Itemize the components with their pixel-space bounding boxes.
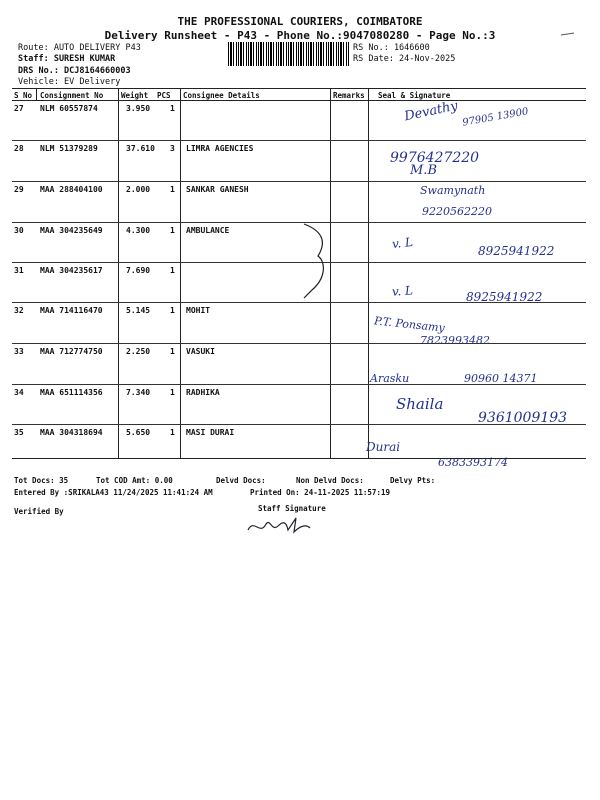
row-sno: 28 xyxy=(14,144,24,153)
row-sno: 33 xyxy=(14,347,24,356)
vehicle-label: Vehicle: EV Delivery xyxy=(18,77,121,87)
row-signature: Devathy xyxy=(403,98,460,125)
row-signature: Swamynath xyxy=(420,184,486,197)
row-sno: 29 xyxy=(14,185,24,194)
row-sno: 27 xyxy=(14,104,24,113)
rs-date: RS Date: 24-Nov-2025 xyxy=(353,54,456,64)
row-weight: 2.250 xyxy=(126,347,151,356)
row-weight: 7.340 xyxy=(126,388,151,397)
row-signature: Durai xyxy=(366,440,401,454)
remarks-bracket-scribble xyxy=(298,220,334,300)
staff-signature-label: Staff Signature xyxy=(258,504,326,513)
col-sep xyxy=(36,88,37,100)
row-signature-phone: 8925941922 xyxy=(466,290,543,304)
verified-by: Verified By xyxy=(14,507,64,516)
row-signature-phone: 8925941922 xyxy=(478,244,555,258)
staff-label: Staff: SURESH KUMAR xyxy=(18,54,116,64)
row-weight: 37.610 xyxy=(126,144,155,153)
entered-by: Entered By :SRIKALA43 11/24/2025 11:41:24 AM xyxy=(14,488,213,497)
col-sep xyxy=(118,100,119,458)
row-consignment-no: MAA 288404100 xyxy=(40,185,103,194)
row-consignee: SANKAR GANESH xyxy=(186,185,249,194)
company-name: THE PROFESSIONAL COURIERS, COIMBATORE xyxy=(177,15,423,28)
margin-mark xyxy=(560,30,576,38)
row-sno: 34 xyxy=(14,388,24,397)
row-divider xyxy=(12,424,586,425)
row-consignment-no: MAA 714116470 xyxy=(40,306,103,315)
row-consignee: AMBULANCE xyxy=(186,226,230,235)
rs-number: RS No.: 1646600 xyxy=(353,43,430,53)
row-divider xyxy=(12,302,586,303)
row-sno: 31 xyxy=(14,266,24,275)
row-divider xyxy=(12,343,586,344)
row-consignee: RADHIKA xyxy=(186,388,220,397)
row-signature: v. L xyxy=(391,283,414,299)
row-weight: 7.690 xyxy=(126,266,151,275)
row-signature: Arasku xyxy=(370,372,410,385)
row-consignment-no: NLM 60557874 xyxy=(40,104,98,113)
header-remarks: Remarks xyxy=(333,91,365,100)
printed-on: Printed On: 24-11-2025 11:57:19 xyxy=(250,488,390,497)
row-signature-phone: 9361009193 xyxy=(478,410,568,426)
row-consignee: MOHIT xyxy=(186,306,211,315)
row-consignment-no: MAA 304235649 xyxy=(40,226,103,235)
row-signature: Shaila xyxy=(396,395,444,413)
total-docs: Tot Docs: 35 xyxy=(14,476,69,485)
table-bottom-border xyxy=(12,458,586,459)
row-signature-phone: 7823993482 xyxy=(420,334,490,347)
drs-label: DRS No.: DCJ8164660003 xyxy=(18,66,131,76)
row-signature: 9976427220 xyxy=(390,150,480,166)
row-pcs: 1 xyxy=(170,226,175,235)
row-consignment-no: NLM 51379289 xyxy=(40,144,98,153)
route-label: Route: AUTO DELIVERY P43 xyxy=(18,43,141,53)
row-signature-phone: 6383393174 xyxy=(438,456,508,469)
col-sep xyxy=(180,100,181,458)
runsheet-subtitle: Delivery Runsheet - P43 - Phone No.:9047080280 - Page No.:3 xyxy=(104,29,496,42)
header-weight: Weight xyxy=(121,91,149,100)
row-signature-phone: 9220562220 xyxy=(422,205,492,218)
header-signature: Seal & Signature xyxy=(378,91,451,100)
delivered-docs: Delvd Docs: xyxy=(216,476,266,485)
row-consignment-no: MAA 651114356 xyxy=(40,388,103,397)
delivery-points: Delvy Pts: xyxy=(390,476,436,485)
row-weight: 5.145 xyxy=(126,306,151,315)
header-sno: S No xyxy=(14,91,33,100)
row-pcs: 1 xyxy=(170,347,175,356)
row-divider xyxy=(12,140,586,141)
row-pcs: 1 xyxy=(170,185,175,194)
row-consignment-no: MAA 304235617 xyxy=(40,266,103,275)
row-consignee: MASI DURAI xyxy=(186,428,235,437)
col-sep xyxy=(368,88,369,100)
col-sep xyxy=(180,88,181,100)
header-consignment: Consignment No xyxy=(40,91,104,100)
row-signature: v. L xyxy=(391,234,414,252)
header-consignee: Consignee Details xyxy=(183,91,260,100)
table-top-border xyxy=(12,88,586,89)
staff-signature-scribble xyxy=(244,512,314,538)
row-pcs: 1 xyxy=(170,266,175,275)
row-consignee: VASUKI xyxy=(186,347,215,356)
row-pcs: 1 xyxy=(170,306,175,315)
non-delivered-docs: Non Delvd Docs: xyxy=(296,476,364,485)
row-weight: 5.650 xyxy=(126,428,151,437)
col-sep xyxy=(118,88,119,100)
header-pcs: PCS xyxy=(157,91,171,100)
row-weight: 3.950 xyxy=(126,104,151,113)
col-sep xyxy=(330,88,331,100)
row-pcs: 1 xyxy=(170,428,175,437)
row-sno: 30 xyxy=(14,226,24,235)
row-sno: 35 xyxy=(14,428,24,437)
row-signature: P.T. Ponsamy xyxy=(373,314,446,335)
row-divider xyxy=(12,384,586,385)
row-weight: 4.300 xyxy=(126,226,151,235)
total-cod-amount: Tot COD Amt: 0.00 xyxy=(96,476,173,485)
row-consignment-no: MAA 304318694 xyxy=(40,428,103,437)
barcode xyxy=(228,42,350,66)
row-signature-phone: M.B xyxy=(410,163,437,178)
row-weight: 2.000 xyxy=(126,185,151,194)
col-sep xyxy=(368,100,369,458)
row-consignment-no: MAA 712774750 xyxy=(40,347,103,356)
table-header-bottom-border xyxy=(12,100,586,101)
row-signature-phone: 97905 13900 xyxy=(461,106,530,129)
row-consignee: LIMRA AGENCIES xyxy=(186,144,254,153)
row-sno: 32 xyxy=(14,306,24,315)
row-pcs: 3 xyxy=(170,144,175,153)
row-pcs: 1 xyxy=(170,104,175,113)
row-divider xyxy=(12,181,586,182)
row-pcs: 1 xyxy=(170,388,175,397)
row-signature-phone: 90960 14371 xyxy=(464,372,538,385)
